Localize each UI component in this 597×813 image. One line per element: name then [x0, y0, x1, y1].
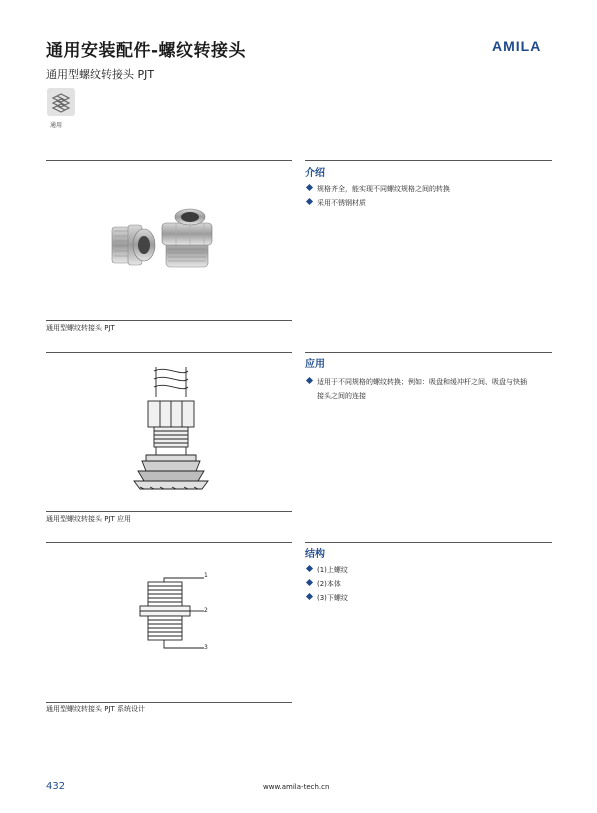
bullet-diamond-icon [306, 579, 313, 586]
structure-bullet: (2)本体 [307, 578, 557, 591]
divider [46, 511, 292, 512]
divider [305, 542, 552, 543]
divider [46, 702, 292, 703]
callout-2: 2 [204, 607, 208, 614]
application-bullet: 适用于不同规格的螺纹转换；例如：吸盘和缓冲杆之间、吸盘与快插 [307, 376, 557, 389]
bullet-diamond-icon [306, 184, 313, 191]
callout-1: 1 [204, 572, 208, 579]
page-number: 432 [46, 781, 66, 792]
application-drawing [126, 365, 216, 504]
system-design-drawing [134, 570, 214, 658]
figure-caption: 通用型螺纹转接头 PJT 系统设计 [46, 705, 146, 713]
section-heading-structure: 结构 [305, 549, 325, 560]
structure-bullet: (3)下螺纹 [307, 592, 557, 605]
bullet-diamond-icon [306, 377, 313, 384]
section-heading-intro: 介绍 [305, 168, 325, 179]
footer-url[interactable]: www.amila-tech.cn [263, 783, 330, 791]
figure-caption: 通用型螺纹转接头 PJT [46, 324, 115, 332]
intro-bullet: 采用不锈钢材质 [307, 197, 557, 210]
callout-3: 3 [204, 644, 208, 651]
divider [46, 320, 292, 321]
universal-label: 通用 [50, 122, 63, 129]
page-subtitle: 通用型螺纹转接头 PJT [46, 68, 155, 81]
page-title: 通用安装配件-螺纹转接头 [46, 41, 247, 61]
figure-caption: 通用型螺纹转接头 PJT 应用 [46, 515, 132, 523]
divider [305, 160, 552, 161]
divider [46, 542, 292, 543]
divider [305, 352, 552, 353]
bullet-diamond-icon [306, 593, 313, 600]
divider [46, 352, 292, 353]
brand-logo: AMILA [492, 38, 542, 54]
section-heading-application: 应用 [305, 359, 325, 370]
bullet-diamond-icon [306, 565, 313, 572]
structure-bullet: (1)上螺纹 [307, 564, 557, 577]
application-bullet-continuation: 接头之间的连接 [317, 392, 366, 400]
intro-bullet: 规格齐全，能实现不同螺纹规格之间的转换 [307, 183, 557, 196]
product-photo [100, 205, 230, 279]
universal-icon [47, 88, 75, 116]
divider [46, 160, 292, 161]
bullet-diamond-icon [306, 198, 313, 205]
